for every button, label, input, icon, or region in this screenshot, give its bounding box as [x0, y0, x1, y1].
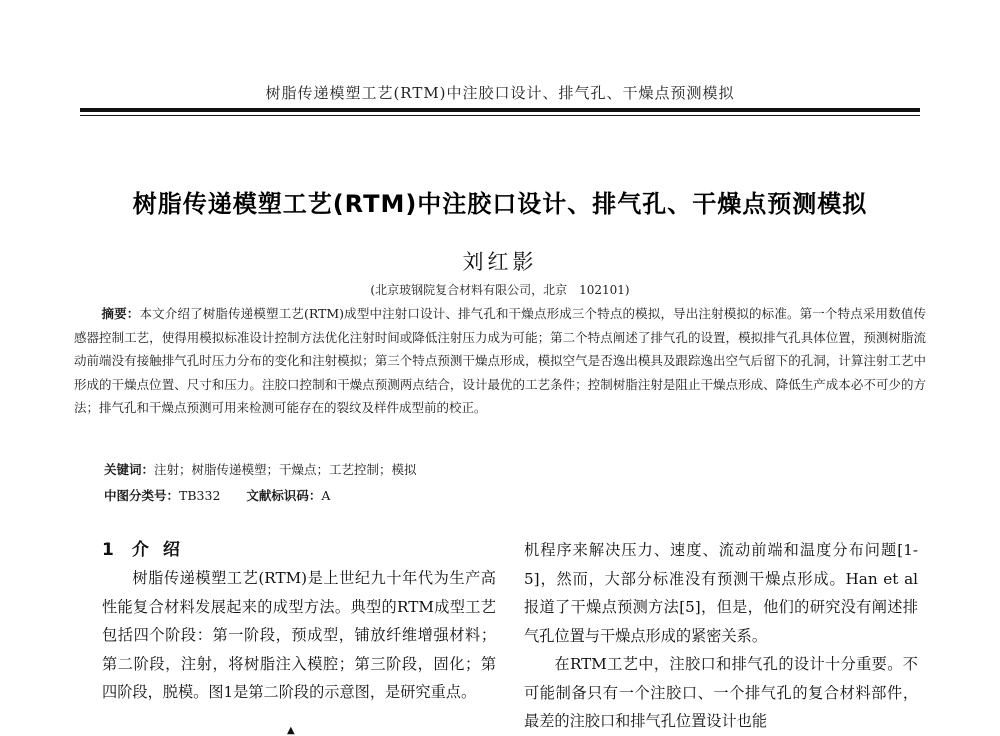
- left-column: [102, 536, 496, 707]
- clc-value: TB332: [179, 488, 221, 503]
- header-rule-thick: [80, 108, 920, 112]
- author-affiliation: (北京玻钢院复合材料有限公司，北京 102101): [370, 283, 630, 297]
- right-paragraph-1: 机程序来解决压力、速度、流动前端和温度分布问题[1-5]，然而，大部分标准没有预测干燥点形成。Han et al 报道了干燥点预测方法[5]，但是，他们的研究没有阐述排气孔位置与干燥点形成的紧密关系。: [524, 541, 918, 645]
- section-heading: [102, 536, 496, 564]
- keywords: [104, 460, 924, 478]
- right-column: [524, 536, 918, 736]
- doc-code-label: 文献标识码：: [246, 488, 322, 503]
- abstract-label: 摘要：: [101, 306, 140, 321]
- section-number: 1: [102, 540, 114, 560]
- figure-marker-icon: ▲: [287, 725, 295, 736]
- clc-label: 中图分类号：: [104, 488, 180, 503]
- running-header: 树脂传递模塑工艺(RTM)中注胶口设计、排气孔、干燥点预测模拟: [265, 84, 735, 102]
- intro-paragraph: 树脂传递模塑工艺(RTM)是上世纪九十年代为生产高性能复合材料发展起来的成型方法。典型的RTM成型工艺包括四个阶段：第一阶段，预成型，铺放纤维增强材料；第二阶段，注射，将树脂注入模腔；第三阶段，固化；第四阶段，脱模。图1是第二阶段的示意图，是研究重点。: [102, 569, 496, 701]
- abstract-text: 本文介绍了树脂传递模塑工艺(RTM)成型中注射口设计、排气孔和干燥点形成三个特点的模拟，导出注射模拟的标准。第一个特点采用数值传感器控制工艺，使得用模拟标准设计控制方法优化注射时间或降低注射压力成为可能；第二个特点阐述了排气孔的设置，模拟排气孔具体位置，预测树脂流动前端没有接触排气孔时压力分布的变化和注射模拟；第三个特点预测干燥点形成，模拟空气是否逸出模具及跟踪逸出空气后留下的孔洞，计算注射工艺中形成的干燥点位置、尺寸和压力。注胶口控制和干燥点预测两点结合，设计最优的工艺条件；控制树脂注射是阻止干燥点形成、降低生产成本必不可少的方法；排气孔和干燥点预测可用来检测可能存在的裂纹及样件成型前的校正。: [74, 306, 926, 415]
- right-paragraph-2: 在RTM工艺中，注胶口和排气孔的设计十分重要。不可能制备只有一个注胶口、一个排气孔的复合材料部件，最差的注胶口和排气孔位置设计也能: [524, 655, 918, 730]
- section-title: 介绍: [131, 540, 194, 560]
- keywords-text: 注射；树脂传递模塑；干燥点；工艺控制；模拟: [154, 462, 417, 477]
- abstract: [74, 302, 926, 420]
- author-name: 刘红影: [462, 250, 538, 274]
- doc-code-value: A: [321, 488, 331, 503]
- header-rule-thin: [80, 115, 920, 116]
- keywords-label: 关键词：: [104, 462, 155, 477]
- classification-line: [104, 486, 924, 504]
- paper-title: 树脂传递模塑工艺(RTM)中注胶口设计、排气孔、干燥点预测模拟: [132, 190, 868, 218]
